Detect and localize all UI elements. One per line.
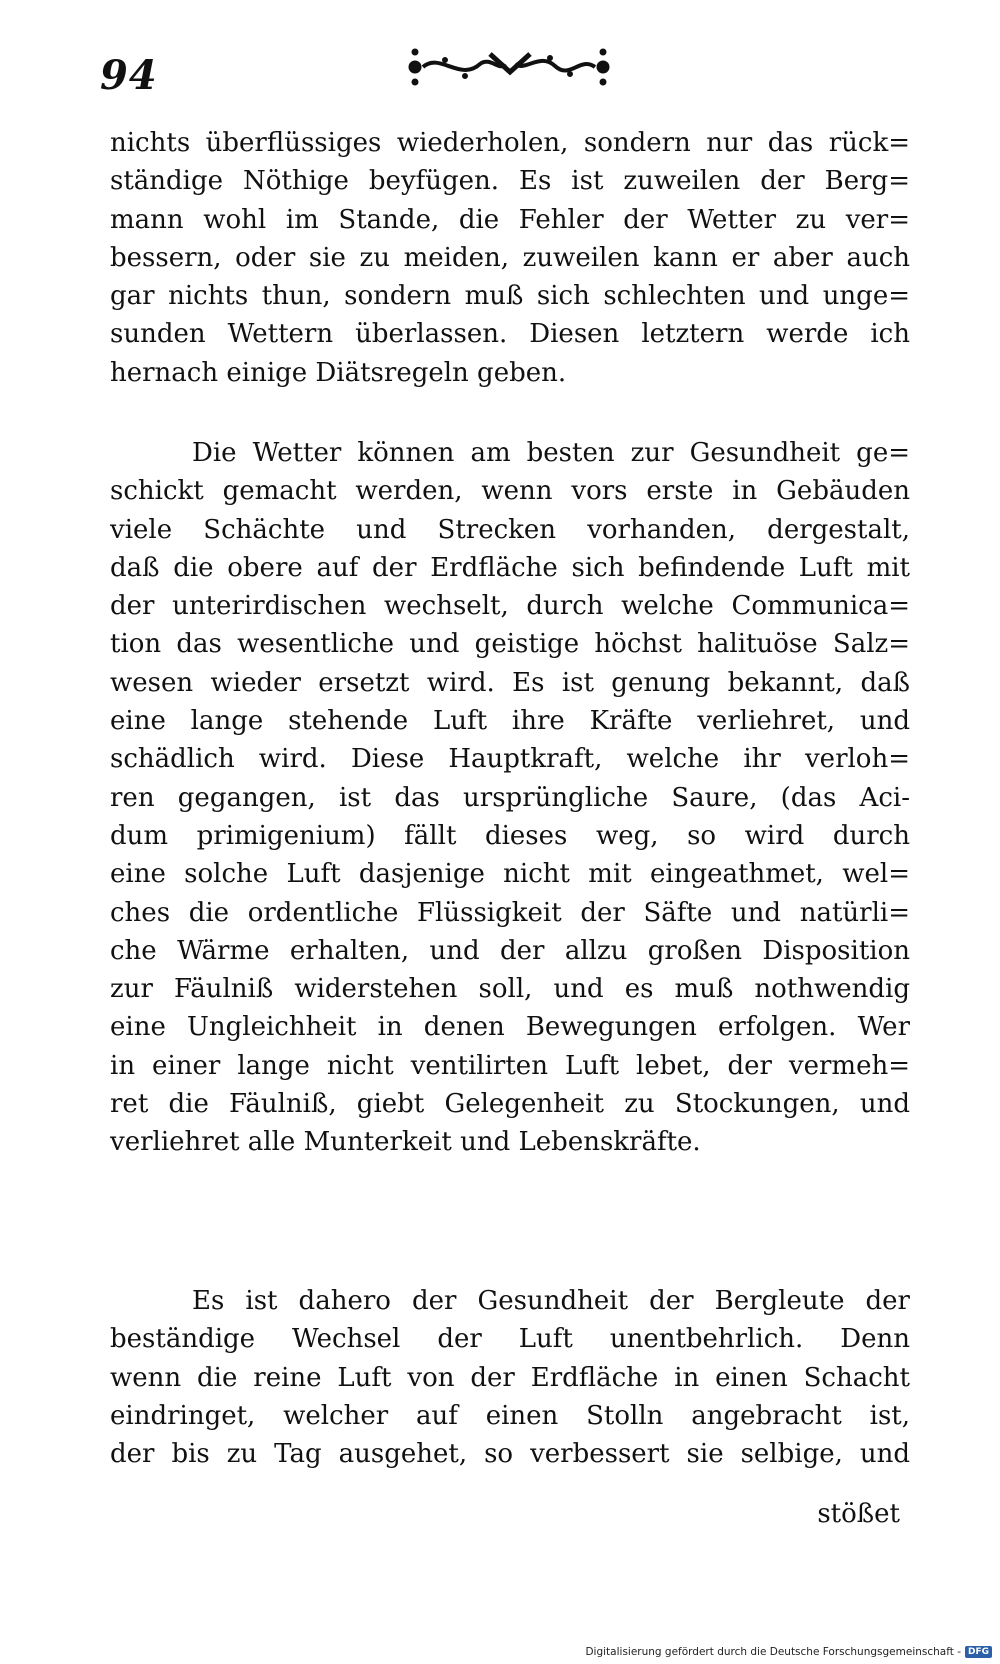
text-line: viele Schächte und Strecken vorhanden, dergestalt, <box>110 514 910 545</box>
text-line: dum primigenium) fällt dieses weg, so wird durch <box>110 820 910 851</box>
text-line: ständige Nöthige beyfügen. Es ist zuweilen der Berg= <box>110 166 910 197</box>
paragraph-3 <box>110 1282 910 1473</box>
text-line: nichts überflüssiges wiederholen, sondern nur das rück= <box>110 128 910 158</box>
text-line: schädlich wird. Diese Hauptkraft, welche ihr verloh= <box>110 744 910 775</box>
text-line: daß die obere auf der Erdfläche sich befindende Luft mit <box>110 552 910 583</box>
text-line: Die Wetter können am besten zur Gesundheit ge= <box>192 438 910 468</box>
text-line: verliehret alle Munterkeit und Lebenskräfte. <box>110 1127 701 1158</box>
text-line: eine Ungleichheit in denen Bewegungen erfolgen. Wer <box>110 1012 910 1043</box>
text-line: che Wärme erhalten, und der allzu großen Disposition <box>110 935 910 966</box>
text-line: der unterirdischen wechselt, durch welche Communica= <box>110 591 910 622</box>
ornament-vignette <box>405 42 615 92</box>
text-line: in einer lange nicht ventilirten Luft lebet, der vermeh= <box>110 1050 910 1081</box>
text-line: ches die ordentliche Flüssigkeit der Säfte und natürli= <box>110 897 910 928</box>
text-line: wenn die reine Luft von der Erdfläche in einen Schacht <box>110 1362 910 1393</box>
footer-text: Digitalisierung gefördert durch die Deutsche Forschungsgemeinschaft - <box>585 1646 961 1658</box>
catchword: stößet <box>817 1499 900 1529</box>
paragraph-1 <box>110 124 910 392</box>
text-line: tion das wesentliche und geistige höchst halituöse Salz= <box>110 629 910 660</box>
text-line: eindringet, welcher auf einen Stolln angebracht ist, <box>110 1400 910 1431</box>
text-line: schickt gemacht werden, wenn vors erste in Gebäuden <box>110 476 910 507</box>
text-line: wesen wieder ersetzt wird. Es ist genung bekannt, daß <box>110 667 910 698</box>
paragraph-2 <box>110 434 910 1162</box>
digitization-footer <box>585 1646 992 1658</box>
text-line: ret die Fäulniß, giebt Gelegenheit zu Stockungen, und <box>110 1089 910 1120</box>
text-line: gar nichts thun, sondern muß sich schlechten und unge= <box>110 281 910 312</box>
text-line: Es ist dahero der Gesundheit der Bergleute der <box>192 1286 910 1316</box>
text-line: der bis zu Tag ausgehet, so verbessert sie selbige, und <box>110 1439 910 1470</box>
text-line: sunden Wettern überlassen. Diesen letztern werde ich <box>110 319 910 350</box>
text-line: hernach einige Diätsregeln geben. <box>110 357 567 388</box>
text-line: beständige Wechsel der Luft unentbehrlich. Denn <box>110 1324 910 1355</box>
text-line: eine solche Luft dasjenige nicht mit eingeathmet, wel= <box>110 859 910 890</box>
text-line: eine lange stehende Luft ihre Kräfte verliehret, und <box>110 706 910 737</box>
page-number: 94 <box>100 52 158 99</box>
text-line: zur Fäulniß widerstehen soll, und es muß nothwendig <box>110 974 910 1005</box>
text-line: mann wohl im Stande, die Fehler der Wetter zu ver= <box>110 204 910 235</box>
text-line: ren gegangen, ist das ursprüngliche Saure, (das Aci- <box>110 782 910 813</box>
text-line: bessern, oder sie zu meiden, zuweilen kann er aber auch <box>110 242 910 273</box>
dfg-logo: DFG <box>965 1646 992 1658</box>
